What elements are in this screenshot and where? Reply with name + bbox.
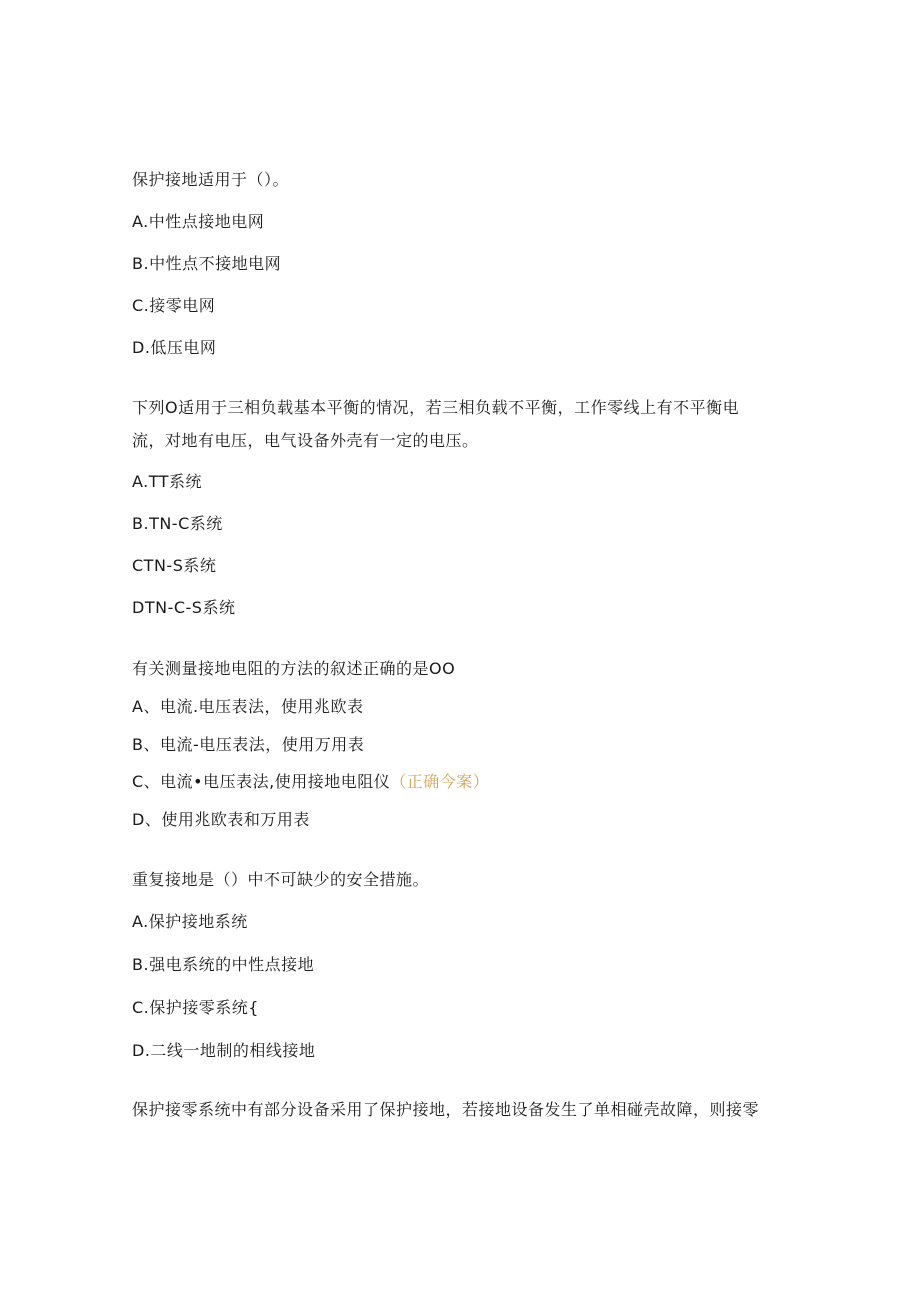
- question-1-option-a: A.中性点接地电网: [132, 212, 265, 231]
- question-4-stem: 重复接地是（）中不可缺少的安全措施。: [132, 870, 430, 889]
- question-4-option-b: B.强电系统的中性点接地: [132, 955, 315, 974]
- question-1-option-d: D.低压电网: [132, 338, 217, 357]
- question-2-option-a: A.TT系统: [132, 472, 203, 491]
- question-4-option-d: D.二线一地制的相线接地: [132, 1041, 316, 1060]
- question-3-option-d: D、使用兆欧表和万用表: [132, 810, 310, 829]
- question-1-option-c: C.接零电网: [132, 296, 216, 315]
- question-3-option-c-text: C、电流•电压表法,使用接地电阻仪: [132, 772, 391, 791]
- question-4-option-a: A.保护接地系统: [132, 912, 248, 931]
- correct-answer-note: （正确今案）: [390, 772, 490, 791]
- question-2-stem-line-1: 下列O适用于三相负载基本平衡的情况，若三相负载不平衡，工作零线上有不平衡电: [132, 398, 740, 417]
- question-3-stem: 有关测量接地电阻的方法的叙述正确的是OO: [132, 659, 456, 678]
- question-5-stem: 保护接零系统中有部分设备采用了保护接地，若接地设备发生了单相碰壳故障，则接零: [132, 1100, 760, 1119]
- question-1-option-b: B.中性点不接地电网: [132, 254, 282, 273]
- question-2-option-d: DTN-C-S系统: [132, 598, 236, 617]
- question-3-option-c: [132, 771, 489, 793]
- question-3-option-a: A、电流.电压表法，使用兆欧表: [132, 697, 364, 716]
- question-2-option-c: CTN-S系统: [132, 556, 217, 575]
- question-4-option-c: C.保护接零系统{: [132, 998, 259, 1017]
- question-2-option-b: B.TN-C系统: [132, 514, 223, 533]
- question-2-stem-line-2: 流，对地有电压，电气设备外壳有一定的电压。: [132, 431, 479, 450]
- question-1-stem: 保护接地适用于（）。: [132, 170, 290, 189]
- question-3-option-b: B、电流-电压表法，使用万用表: [132, 735, 365, 754]
